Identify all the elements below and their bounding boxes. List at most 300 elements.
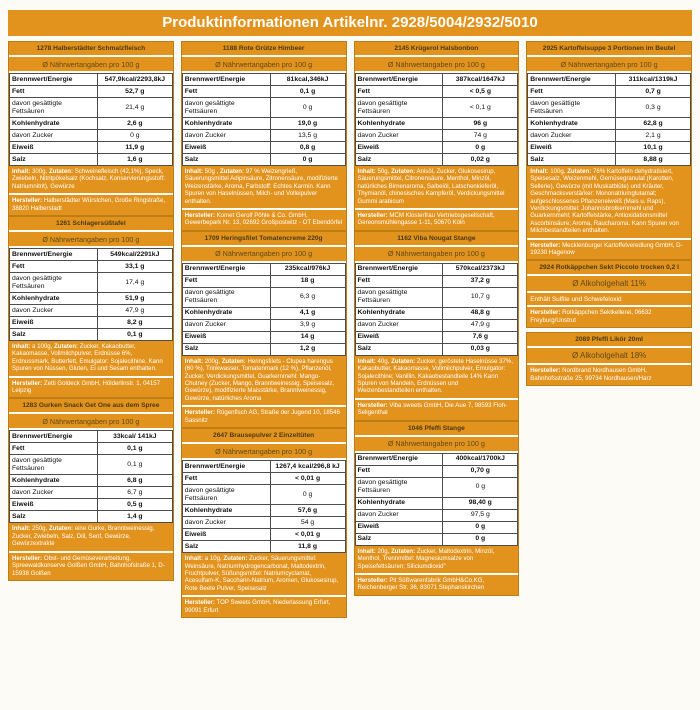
nutrition-row (10, 317, 173, 329)
product-card-title: 2647 Brausepulver 2 Einzeltüten (182, 429, 346, 442)
hersteller-value: TOP Sweets GmbH, Niederlassung Erfurt, 99091 Erfurt (184, 599, 331, 614)
card-cell (8, 398, 174, 580)
nutrition-row (10, 154, 173, 166)
nutrient-value: 2,6 g (97, 118, 172, 130)
product-card (354, 231, 520, 421)
nutrient-value: 97,5 g (443, 509, 518, 521)
nutrient-label: davon gesättigte Fettsäuren (10, 455, 98, 475)
nutrient-value: 0,1 g (97, 443, 172, 455)
nutrition-row (10, 305, 173, 317)
nutrient-value: 235kcal/976kJ (270, 263, 345, 275)
nutrient-label: Eiweiß (355, 521, 443, 533)
column-2 (181, 41, 347, 618)
inhalt-value: 40g, (377, 357, 390, 365)
nutrition-row (355, 275, 518, 287)
nutrient-value: < 0,01 g (270, 529, 345, 541)
ingredients-text (355, 166, 519, 208)
zutaten-label: Zutaten: (391, 168, 416, 175)
nutrition-row (10, 273, 173, 293)
nutrient-value: 52,7 g (97, 86, 172, 98)
nutrient-label: davon Zucker (10, 487, 98, 499)
hersteller-label: Hersteller: (530, 241, 561, 249)
nutrition-row (355, 319, 518, 331)
zutaten-value: 76% Kartoffeln dehydratisiert, Speisesalz, Weizenmehl, Gemüsegranulat (Karotten, Sellerie), Gewürze (mit Muskatblüte) und Kräuter, Geschmacksverstärker: Mononatriumglutamat; aufgeschlossenes Pflanzeneiweiß (Mais u. Raps), Verdickungsmittel: Johannisbrotkernmehl und Guarkernmehl; Kartoffelstärke, Antioxidationsmittel Ascorbinsäure; Aroma, Raucharoma. Kann Spuren von Milchbestandteilen enthalten. (530, 168, 679, 235)
product-card (181, 231, 347, 428)
manufacturer-block (182, 595, 346, 617)
product-card (8, 41, 174, 216)
nutrient-label: Salz (355, 533, 443, 545)
inhalt-value: a 100g, (31, 343, 53, 351)
nutrition-row (182, 331, 345, 343)
inhalt-value: 250g, (31, 525, 48, 533)
nutrient-label: Kohlenhydrate (10, 475, 98, 487)
nutrient-label: Eiweiß (10, 142, 98, 154)
nutrition-row (10, 499, 173, 511)
manufacturer-block (182, 405, 346, 427)
nutrient-label: Kohlenhydrate (355, 307, 443, 319)
inhalt-label: Inhalt: (12, 168, 31, 175)
nutrient-value: 0 g (97, 130, 172, 142)
nutrition-row (182, 86, 345, 98)
nutrition-row (10, 329, 173, 341)
nutrient-value: 1,6 g (97, 154, 172, 166)
nutrient-value: 0,1 g (97, 329, 172, 341)
nutrient-value: 0 g (270, 485, 345, 505)
nutrient-value: 37,2 g (443, 275, 518, 287)
nutrition-row (10, 293, 173, 305)
nutrient-label: Salz (10, 154, 98, 166)
nutrition-table (182, 460, 346, 553)
card-cell (526, 260, 692, 332)
nutrition-row (182, 541, 345, 553)
nutrient-label: Eiweiß (182, 142, 270, 154)
ingredients-text (182, 166, 346, 208)
nutrient-value: 0 g (443, 521, 518, 533)
zutaten-label: Zutaten: (391, 357, 416, 365)
hersteller-label: Hersteller: (530, 367, 561, 375)
nutrient-label: Fett (182, 275, 270, 287)
nutrition-row (355, 142, 518, 154)
nutrition-header: Ø Nährwertangaben pro 100 g (182, 442, 346, 460)
nutrition-row (182, 485, 345, 505)
nutrient-label: Brennwert/Energie (182, 263, 270, 275)
nutrient-label: Brennwert/Energie (182, 74, 270, 86)
product-card-title: 1283 Gurken Snack Get One aus dem Spree (9, 399, 173, 412)
product-card (354, 421, 520, 596)
zutaten-value: Anisöl, Zucker, Glukosesirup, Säuerungsmittel, Citronensäure, Menthol, Minzöl, natürliches Birnenaroma, Salbeiöl, Latschenkieferöl, Thymianöl, chinesisches Kampferöl, Verdickungsmittel Gummi arabicum (357, 168, 505, 205)
nutrient-value: 6,7 g (97, 487, 172, 499)
inhalt-value: 20g, (377, 547, 390, 555)
zutaten-label: Zutaten: (220, 168, 245, 175)
inhalt-label: Inhalt: (184, 357, 204, 365)
nutrition-row (10, 487, 173, 499)
hersteller-label: Hersteller: (184, 212, 215, 220)
nutrient-label: davon Zucker (182, 130, 270, 142)
nutrient-value: 57,6 g (270, 505, 345, 517)
nutrition-row (355, 497, 518, 509)
nutrient-value: 400kcal/1700kJ (443, 453, 518, 465)
nutrition-table (9, 73, 173, 166)
card-cell (354, 231, 520, 421)
zutaten-value: Heringsfilets - Clupea harengus (60 %), Trinkwasser, Tomatenmark (12 %), Pflanzenöl, Zucker, Verdickungsmittel, Guarkernmehl: Mango-Chutney (Zucker, Mango, Branntweinessig, Speisesalz, Gewürze), modifizierte Maisstärke, Branntweinessig, Gewürze, natürliches Aroma (184, 357, 335, 402)
nutrient-value: 0,02 g (443, 154, 518, 166)
column-1 (8, 41, 174, 581)
nutrient-label: Brennwert/Energie (355, 263, 443, 275)
nutrient-label: Salz (182, 343, 270, 355)
card-cell (354, 421, 520, 596)
product-card (8, 398, 174, 580)
nutrition-row (355, 86, 518, 98)
hersteller-label: Hersteller: (530, 309, 561, 317)
nutrition-row (10, 475, 173, 487)
nutrition-row (10, 261, 173, 273)
nutrient-value: 547,9kcal/2293,8kJ (97, 74, 172, 86)
card-cell (8, 41, 174, 216)
product-card (181, 41, 347, 231)
nutrition-table (182, 263, 346, 356)
page-title: Produktinformationen Artikelnr. 2928/5004/2932/5010 (8, 10, 692, 36)
nutrition-row (355, 331, 518, 343)
nutrient-value: 1,2 g (270, 343, 345, 355)
hersteller-label: Hersteller: (357, 212, 388, 220)
nutrient-value: < 0,5 g (443, 86, 518, 98)
card-cell (526, 41, 692, 260)
nutrient-label: davon Zucker (528, 130, 616, 142)
ingredients-text (355, 546, 519, 573)
nutrition-row (182, 275, 345, 287)
zutaten-label: Zutaten: (567, 168, 592, 175)
nutrient-label: davon Zucker (182, 517, 270, 529)
nutrient-label: Brennwert/Energie (10, 74, 98, 86)
product-info-sheet (0, 10, 700, 618)
zutaten-label: Zutaten: (223, 555, 248, 563)
nutrition-row (10, 249, 173, 261)
nutrition-row (10, 86, 173, 98)
nutrient-label: Kohlenhydrate (182, 307, 270, 319)
nutrition-header: Ø Nährwertangaben pro 100 g (182, 245, 346, 263)
inhalt-label: Inhalt: (530, 168, 549, 175)
nutrient-label: Brennwert/Energie (355, 453, 443, 465)
nutrient-value: 311kcal/1319kJ (616, 74, 691, 86)
nutrition-table (9, 248, 173, 341)
inhalt-label: Inhalt: (357, 547, 376, 555)
hersteller-label: Hersteller: (184, 409, 215, 417)
inhalt-label: Inhalt: (184, 168, 204, 175)
hersteller-label: Hersteller: (12, 379, 43, 387)
nutrition-table (527, 73, 691, 166)
nutrient-value: 0 g (443, 142, 518, 154)
nutrient-label: davon Zucker (182, 319, 270, 331)
nutrient-label: davon gesättigte Fettsäuren (182, 485, 270, 505)
ingredients-text (9, 166, 173, 193)
inhalt-label: Inhalt: (12, 525, 31, 533)
nutrient-value: 2,1 g (616, 130, 691, 142)
nutrient-label: Fett (528, 86, 616, 98)
nutrition-row (528, 86, 691, 98)
nutrient-value: 11,8 g (270, 541, 345, 553)
nutrition-row (182, 473, 345, 485)
hersteller-label: Hersteller: (12, 554, 43, 562)
product-card-title: 1046 Pfeffi Stange (355, 422, 519, 435)
nutrition-table (355, 453, 519, 546)
nutrient-label: davon gesättigte Fettsäuren (355, 477, 443, 497)
nutrition-row (528, 142, 691, 154)
zutaten-value: 97 % Weizengrieß, Säuerungsmittel Adipinsäure, Zitronensäure, modifizierte Weizenstärke, Aroma, Farbstoff: Echtes Karmin. Kann Spuren von Haselnüssen, Milch- und Volleipulver enthalten. (184, 168, 338, 205)
nutrition-row (10, 98, 173, 118)
column-4 (526, 41, 692, 386)
manufacturer-block (182, 208, 346, 230)
nutrient-label: davon Zucker (355, 130, 443, 142)
card-cell (181, 41, 347, 231)
nutrition-header: Ø Nährwertangaben pro 100 g (355, 435, 519, 453)
ingredients-text (355, 356, 519, 398)
nutrition-row (355, 343, 518, 355)
nutrient-value: 0 g (443, 533, 518, 545)
nutrient-value: 11,9 g (97, 142, 172, 154)
nutrient-value: 0,70 g (443, 465, 518, 477)
alcohol-content: Ø Alkoholgehalt 11% (527, 274, 691, 293)
nutrient-label: Fett (10, 443, 98, 455)
nutrient-label: Fett (355, 275, 443, 287)
nutrition-row (355, 521, 518, 533)
manufacturer-block (527, 365, 691, 385)
nutrient-value: 81kcal,346kJ (270, 74, 345, 86)
nutrient-value: 17,4 g (97, 273, 172, 293)
nutrient-value: 51,9 g (97, 293, 172, 305)
nutrient-value: 33,1 g (97, 261, 172, 273)
hersteller-value: Rotkäppchen Sektkellerei, 06632 Freyburg/Unstrut (530, 309, 652, 324)
nutrition-row (10, 142, 173, 154)
ingredients-text (182, 553, 346, 595)
product-card-title: 2089 Pfeffi Likör 20ml (527, 333, 691, 346)
nutrition-row (182, 517, 345, 529)
nutrition-row (355, 74, 518, 86)
nutrient-label: davon Zucker (10, 305, 98, 317)
product-card-title: 2145 Krügerol Halsbonbon (355, 42, 519, 55)
nutrient-label: Eiweiß (10, 499, 98, 511)
nutrient-label: Salz (182, 541, 270, 553)
inhalt-value: 50g , (204, 168, 219, 175)
product-card-title: 1162 Viba Nougat Stange (355, 232, 519, 245)
nutrition-row (528, 130, 691, 142)
hersteller-value: Obst- und Gemüseverarbeitung, Spreewaldkonserve Golßen GmbH, Bahnhofstraße 1, D-15938 Golßen (12, 554, 165, 577)
nutrition-row (10, 431, 173, 443)
inhalt-value: a 10g, (204, 555, 222, 563)
nutrient-value: 0,1 g (97, 455, 172, 475)
hersteller-value: Komet Gerolf Pöhle & Co. GmbH, Gewerbepark Nr. 13, 02692 Großpostwitz - OT Ebendörfel (184, 212, 343, 227)
nutrient-value: 21,4 g (97, 98, 172, 118)
nutrient-value: 6,3 g (270, 287, 345, 307)
product-card (181, 428, 347, 618)
nutrient-value: 54 g (270, 517, 345, 529)
inhalt-label: Inhalt: (357, 357, 376, 365)
card-cell (526, 332, 692, 386)
nutrient-label: Kohlenhydrate (182, 118, 270, 130)
nutrient-value: < 0,1 g (443, 98, 518, 118)
nutrient-label: Kohlenhydrate (10, 118, 98, 130)
nutrient-value: 0,5 g (97, 499, 172, 511)
nutrient-label: Salz (355, 154, 443, 166)
nutrition-header: Ø Nährwertangaben pro 100 g (9, 55, 173, 73)
zutaten-value: Zucker, Kakaobutter, Kakaomasse, Vollmilchpulver, Erdnüsse 6%, Erdnussmark, Butterfett, Emulgator: Sojalecithine. Kann Spuren von Nüssen, Gluten, Ei und Sesam enthalten. (12, 343, 163, 373)
product-card-title: 2925 Kartoffelsuppe 3 Portionen im Beutel (527, 42, 691, 55)
nutrient-value: 18 g (270, 275, 345, 287)
nutrient-label: Fett (10, 86, 98, 98)
nutrient-label: Fett (10, 261, 98, 273)
nutrient-value: 8,88 g (616, 154, 691, 166)
nutrition-row (10, 443, 173, 455)
hersteller-label: Hersteller: (357, 576, 388, 584)
nutrition-row (182, 529, 345, 541)
inhalt-value: 100g, (550, 168, 566, 175)
zutaten-label: Zutaten: (221, 357, 246, 365)
nutrient-value: < 0,01 g (270, 473, 345, 485)
nutrient-value: 10,7 g (443, 287, 518, 307)
nutrient-label: Fett (182, 86, 270, 98)
nutrient-label: Salz (528, 154, 616, 166)
nutrient-value: 0,7 g (616, 86, 691, 98)
inhalt-label: Inhalt: (184, 555, 204, 563)
nutrition-header: Ø Nährwertangaben pro 100 g (355, 55, 519, 73)
ingredients-text (9, 523, 173, 550)
product-card (8, 216, 174, 398)
nutrition-row (182, 118, 345, 130)
card-cell (181, 231, 347, 428)
zutaten-label: Zutaten: (48, 168, 73, 175)
hersteller-label: Hersteller: (184, 599, 215, 607)
inhalt-label: Inhalt: (357, 168, 376, 175)
nutrient-label: Brennwert/Energie (355, 74, 443, 86)
nutrition-row (10, 74, 173, 86)
ingredients-text (182, 356, 346, 405)
column-3 (354, 41, 520, 596)
nutrition-row (528, 118, 691, 130)
nutrient-value: 6,8 g (97, 475, 172, 487)
nutrient-label: Kohlenhydrate (355, 497, 443, 509)
nutrition-table (182, 73, 346, 166)
nutrient-label: Brennwert/Energie (528, 74, 616, 86)
product-card (526, 260, 692, 328)
product-card-title: 2924 Rotkäppchen Sekt Piccolo trocken 0,2 l (527, 261, 691, 274)
nutrient-label: davon gesättigte Fettsäuren (355, 287, 443, 307)
inhalt-value: 200g, (204, 357, 220, 365)
nutrition-row (182, 263, 345, 275)
manufacturer-block (527, 307, 691, 327)
nutrition-header: Ø Nährwertangaben pro 100 g (355, 245, 519, 263)
nutrient-label: Salz (10, 329, 98, 341)
nutrient-label: davon gesättigte Fettsäuren (355, 98, 443, 118)
nutrient-value: 98,40 g (443, 497, 518, 509)
product-card-title: 1188 Rote Grütze Himbeer (182, 42, 346, 55)
nutrient-value: 3,9 g (270, 319, 345, 331)
nutrition-row (182, 142, 345, 154)
manufacturer-block (527, 238, 691, 260)
nutrition-header: Ø Nährwertangaben pro 100 g (9, 412, 173, 430)
nutrition-row (355, 287, 518, 307)
allergen-note: Enthält Sulfite und Schwefeloxid (527, 293, 691, 307)
nutrient-label: davon gesättigte Fettsäuren (10, 273, 98, 293)
nutrient-label: davon gesättigte Fettsäuren (182, 287, 270, 307)
nutrition-row (355, 118, 518, 130)
nutrient-label: Brennwert/Energie (10, 249, 98, 261)
nutrient-label: davon gesättigte Fettsäuren (528, 98, 616, 118)
nutrition-row (182, 307, 345, 319)
nutrient-label: Fett (182, 473, 270, 485)
nutrient-value: 19,0 g (270, 118, 345, 130)
manufacturer-block (9, 551, 173, 580)
hersteller-label: Hersteller: (357, 401, 388, 409)
nutrient-value: 570kcal/2373kJ (443, 263, 518, 275)
nutrition-row (528, 98, 691, 118)
hersteller-value: Viba sweets GmbH, Die Aue 7, 98593 Floh-Seligenthal (357, 401, 508, 417)
nutrition-row (182, 505, 345, 517)
hersteller-value: Pit Süßwarenfabrik GmbH&Co.KG, Reichenberger Str. 36, 83071 Stephanskirchen (357, 576, 485, 592)
nutrient-label: Kohlenhydrate (182, 505, 270, 517)
product-card-title: 1709 Heringsfilet Tomatencreme 220g (182, 232, 346, 245)
nutrition-row (10, 130, 173, 142)
product-card-title: 1261 Schlagersüßtafel (9, 217, 173, 230)
nutrient-value: 387kcal/1647kJ (443, 74, 518, 86)
nutrient-label: davon gesättigte Fettsäuren (10, 98, 98, 118)
nutrient-value: 4,1 g (270, 307, 345, 319)
nutrition-row (355, 533, 518, 545)
nutrition-header: Ø Nährwertangaben pro 100 g (9, 230, 173, 248)
nutrition-row (182, 343, 345, 355)
alcohol-content: Ø Alkoholgehalt 18% (527, 346, 691, 365)
nutrition-row (10, 118, 173, 130)
nutrient-value: 549kcal/2291kJ (97, 249, 172, 261)
nutrient-value: 96 g (443, 118, 518, 130)
nutrient-value: 8,2 g (97, 317, 172, 329)
inhalt-value: 300g, (31, 168, 48, 175)
nutrient-value: 13,5 g (270, 130, 345, 142)
nutrient-label: Eiweiß (10, 317, 98, 329)
nutrient-value: 0,1 g (270, 86, 345, 98)
nutrient-label: Brennwert/Energie (182, 461, 270, 473)
nutrient-label: Brennwert/Energie (10, 431, 98, 443)
nutrition-row (355, 307, 518, 319)
nutrition-row (528, 154, 691, 166)
nutrition-row (182, 154, 345, 166)
card-cell (181, 428, 347, 618)
manufacturer-block (355, 208, 519, 230)
inhalt-value: 50g, (377, 168, 390, 175)
nutrient-label: davon Zucker (355, 509, 443, 521)
nutrition-row (528, 74, 691, 86)
nutrition-row (182, 287, 345, 307)
nutrition-row (355, 477, 518, 497)
product-card (354, 41, 520, 231)
hersteller-label: Hersteller: (12, 197, 43, 205)
hersteller-value: Zetti Goldeck GmbH, Hölderlinstr. 1, 04157 Leipzig (12, 379, 161, 395)
nutrient-value: 48,8 g (443, 307, 518, 319)
nutrient-label: Eiweiß (355, 142, 443, 154)
ingredients-text (527, 166, 691, 238)
nutrient-label: davon gesättigte Fettsäuren (182, 98, 270, 118)
zutaten-value: Zucker, Maltodextrin, Minzöl, Menthol, Trennmittel: Magnesiumsalze von Speisefettsäuren; Siliciumdioxid" (357, 547, 495, 570)
zutaten-label: Zutaten: (48, 525, 73, 533)
nutrition-row (355, 263, 518, 275)
zutaten-value: Schweinefleisch (42,1%), Speck, Zwiebeln, Nitritpökelsalz (Kochsalz, Konservierungsstoff: Natriumnitrit), Gewürze (12, 168, 165, 190)
nutrition-row (182, 98, 345, 118)
hersteller-value: Mecklenburger Kartoffelveredlung GmbH, D-19230 Hagenow (530, 241, 683, 257)
nutrition-row (10, 511, 173, 523)
nutrient-label: Salz (182, 154, 270, 166)
cards-grid (8, 41, 692, 618)
product-card (526, 41, 692, 260)
nutrient-label: Kohlenhydrate (10, 293, 98, 305)
nutrition-table (9, 430, 173, 523)
